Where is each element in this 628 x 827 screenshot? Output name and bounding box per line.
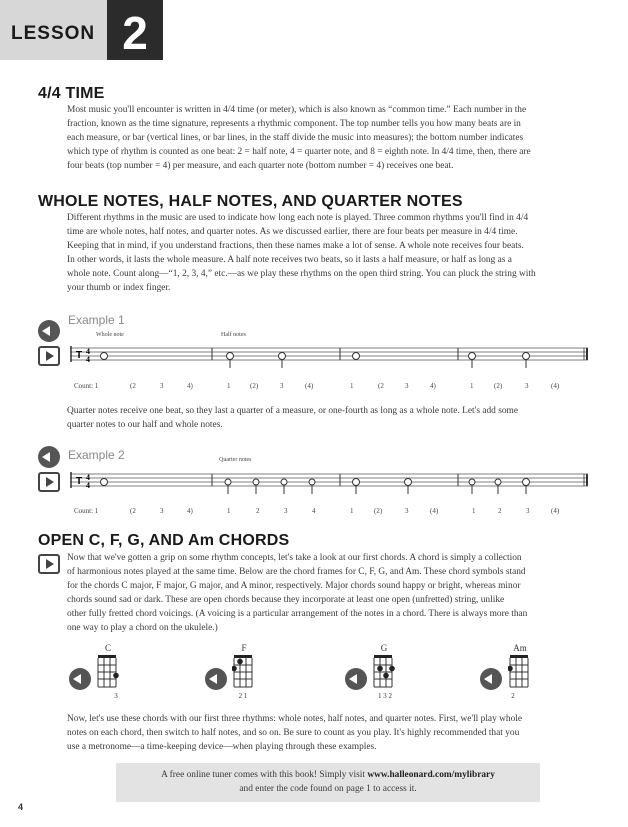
half-note xyxy=(279,353,286,360)
time-sig-bottom: 4 xyxy=(86,481,90,490)
para-line: four beats (top number = 4) per measure, and each quarter note (bottom number = 4) receives one beat. xyxy=(67,161,454,171)
count: 1 xyxy=(470,382,474,390)
count: 3 xyxy=(525,382,529,390)
chord-c-audio-icon[interactable] xyxy=(69,668,91,690)
para-line: Different rhythms in the music are used to indicate how long each note is played. Three common rhythms you'll find in 4/4 xyxy=(67,213,529,223)
para-whole-notes xyxy=(67,211,597,295)
count-prefix: Count: 1 xyxy=(74,382,99,390)
para-line: Now that we've gotten a grip on some rhythm concepts, let's take a look at our first chords. A chord is simply a collection xyxy=(67,553,522,563)
half-note xyxy=(469,353,476,360)
count: (2 xyxy=(378,382,384,390)
count: (2) xyxy=(374,507,383,515)
time-sig-bottom: 4 xyxy=(86,355,90,364)
half-note xyxy=(353,479,360,486)
chord-name: F xyxy=(241,643,247,653)
finger-numbers: 2 xyxy=(511,692,515,700)
half-note xyxy=(523,353,530,360)
finger-dot xyxy=(232,666,237,672)
example2-staff xyxy=(70,468,590,496)
para-line: notes on each chord, then switch to half notes, and so on. Be sure to count as you play. It's highly recommended that you xyxy=(67,728,520,738)
count: (4) xyxy=(305,382,314,390)
para-line: which type of rhythm is counted as one beat: 2 = half note, 4 = quarter note, and 8 = eighth note. In 4/4 time, then, there are xyxy=(67,147,531,157)
para-line: for the chords C major, F major, G major, and A minor, respectively. Major chords sound happy or bright, whereas minor xyxy=(67,581,521,591)
finger-dot xyxy=(237,659,243,665)
quarter-note xyxy=(253,479,259,485)
tab-clef: T xyxy=(76,476,83,487)
finger-dot xyxy=(383,673,389,679)
count: 1 xyxy=(227,382,231,390)
finger-dot xyxy=(113,673,119,679)
count: 1 xyxy=(227,507,231,515)
whole-note-label: Whole note xyxy=(96,332,124,338)
heading-whole-notes: WHOLE NOTES, HALF NOTES, AND QUARTER NOTES xyxy=(38,193,463,210)
count: 4) xyxy=(430,382,436,390)
example1-staff xyxy=(70,342,590,370)
example1-audio-icon[interactable] xyxy=(38,320,60,342)
para-44-time xyxy=(67,103,597,173)
finger-numbers: 2 1 xyxy=(238,692,248,700)
chords-video-icon[interactable] xyxy=(38,554,60,574)
para-closing xyxy=(67,712,597,754)
count: (4) xyxy=(430,507,439,515)
example2-video-icon[interactable] xyxy=(38,472,60,492)
nut xyxy=(510,655,528,658)
quarter-note xyxy=(225,479,231,485)
whole-note xyxy=(353,353,360,360)
nut xyxy=(98,655,116,658)
half-note xyxy=(523,479,530,486)
finger-dot xyxy=(377,666,383,672)
count: (4) xyxy=(551,382,560,390)
finger-numbers: 3 xyxy=(114,692,118,700)
notice-line2: and enter the code found on page 1 to access it. xyxy=(239,784,417,794)
time-sig-top: 4 xyxy=(86,347,90,356)
para-quarter-notes xyxy=(67,404,597,432)
nut xyxy=(234,655,252,658)
notice-line1 xyxy=(116,768,540,782)
half-note xyxy=(227,353,234,360)
count: 4) xyxy=(187,382,193,390)
count: 4) xyxy=(187,507,193,515)
count: (4) xyxy=(551,507,560,515)
count: (2 xyxy=(130,507,136,515)
quarter-notes-label: Quarter notes xyxy=(219,457,252,463)
heading-44-time: 4/4 TIME xyxy=(38,85,105,102)
lesson-word: LESSON xyxy=(11,23,96,44)
para-line: of harmonious notes played at the same time. Below are the chord frames for C, F, G, and Am. These chord symbols stand xyxy=(67,567,526,577)
para-line: quarter notes to our half and whole notes. xyxy=(67,420,223,430)
para-line: other fully fretted chord voicings. (A voicing is a particular arrangement of the notes in a chord. There is always more than xyxy=(67,609,528,619)
para-line: chords sound sad or dark. These are open chords because they incorporate at least one open (unfretted) string, unlike xyxy=(67,595,505,605)
lesson-badge xyxy=(0,0,163,60)
para-line: use a metronome—a time-keeping device—when playing through these examples. xyxy=(67,742,377,752)
para-line: Quarter notes receive one beat, so they last a quarter of a measure, or one-fourth as long as a whole note. Let's add some xyxy=(67,406,519,416)
quarter-note xyxy=(309,479,315,485)
time-sig-top: 4 xyxy=(86,473,90,482)
finger-dot xyxy=(508,666,513,672)
count: 1 xyxy=(350,382,354,390)
example2-audio-icon[interactable] xyxy=(38,446,60,468)
count: 3 xyxy=(284,507,288,515)
notice-text: A free online tuner comes with this book! Simply visit xyxy=(161,770,368,780)
tab-clef: T xyxy=(76,350,83,361)
chord-grid xyxy=(232,655,258,691)
count: (2 xyxy=(130,382,136,390)
example1-video-icon[interactable] xyxy=(38,346,60,366)
para-line: Now, let's use these chords with our first three rhythms: whole notes, half notes, and quarter notes. First, we'll play whole xyxy=(67,714,523,724)
count-prefix: Count: 1 xyxy=(74,507,99,515)
finger-dot xyxy=(389,666,395,672)
count: 2 xyxy=(498,507,502,515)
count: 2 xyxy=(256,507,260,515)
para-line: one way to play a chord on the ukulele.) xyxy=(67,623,218,633)
half-note xyxy=(405,479,412,486)
chord-f-audio-icon[interactable] xyxy=(205,668,227,690)
count: 4 xyxy=(312,507,316,515)
nut xyxy=(374,655,392,658)
count: (2) xyxy=(250,382,259,390)
para-line: Keeping that in mind, if you understand fractions, then these names make a lot of sense. A whole note receives four beats. xyxy=(67,241,524,251)
example2-label: Example 2 xyxy=(68,448,125,462)
whole-note xyxy=(101,479,108,486)
lesson-number: 2 xyxy=(107,0,163,60)
count: 3 xyxy=(280,382,284,390)
para-open-chords xyxy=(67,551,597,635)
heading-open-chords: OPEN C, F, G, AND Am CHORDS xyxy=(38,532,290,549)
chord-g-audio-icon[interactable] xyxy=(345,668,367,690)
para-line: each measure, or bar (vertical lines, or bar lines, in the staff divide the music into measures); the bottom number indicates xyxy=(67,133,524,143)
chord-name: C xyxy=(104,643,111,653)
whole-note xyxy=(101,353,108,360)
chord-grid xyxy=(372,655,398,691)
page-number: 4 xyxy=(18,802,24,812)
library-link[interactable]: www.halleonard.com/mylibrary xyxy=(367,770,495,780)
tuner-notice xyxy=(116,763,540,802)
count: 3 xyxy=(160,382,164,390)
count: 3 xyxy=(405,382,409,390)
para-line: time are whole notes, half notes, and quarter notes. As we discussed earlier, there are four beats per measure in 4/4 time. xyxy=(67,227,518,237)
count: 1 xyxy=(472,507,476,515)
chord-am-audio-icon[interactable] xyxy=(480,668,502,690)
count: 3 xyxy=(405,507,409,515)
example1-label: Example 1 xyxy=(68,313,125,327)
chord-name: G xyxy=(380,643,388,653)
quarter-note xyxy=(469,479,475,485)
chord-name: Am xyxy=(513,643,527,653)
half-notes-label: Half notes xyxy=(221,332,246,338)
finger-numbers: 1 3 2 xyxy=(378,692,392,700)
count: 3 xyxy=(526,507,530,515)
para-line: whole note. Count along—“1, 2, 3, 4,” etc.—as we play these rhythms on the open third string. You can pluck the string with xyxy=(67,269,536,279)
chord-grid xyxy=(508,655,534,691)
count: (2) xyxy=(494,382,503,390)
quarter-note xyxy=(495,479,501,485)
chord-grid xyxy=(96,655,122,691)
quarter-note xyxy=(281,479,287,485)
count: 3 xyxy=(160,507,164,515)
para-line: Most music you'll encounter is written in 4/4 time (or meter), which is also known as “common time.” Each number in the xyxy=(67,105,527,115)
para-line: fraction, known as the time signature, represents a rhythmic component. The top number tells you how many beats are in xyxy=(67,119,521,129)
para-line: your thumb or index finger. xyxy=(67,283,171,293)
count: 1 xyxy=(350,507,354,515)
para-line: In other words, it lasts the whole measure. A half note receives two beats, so it lasts a half measure, or half as long as a xyxy=(67,255,512,265)
